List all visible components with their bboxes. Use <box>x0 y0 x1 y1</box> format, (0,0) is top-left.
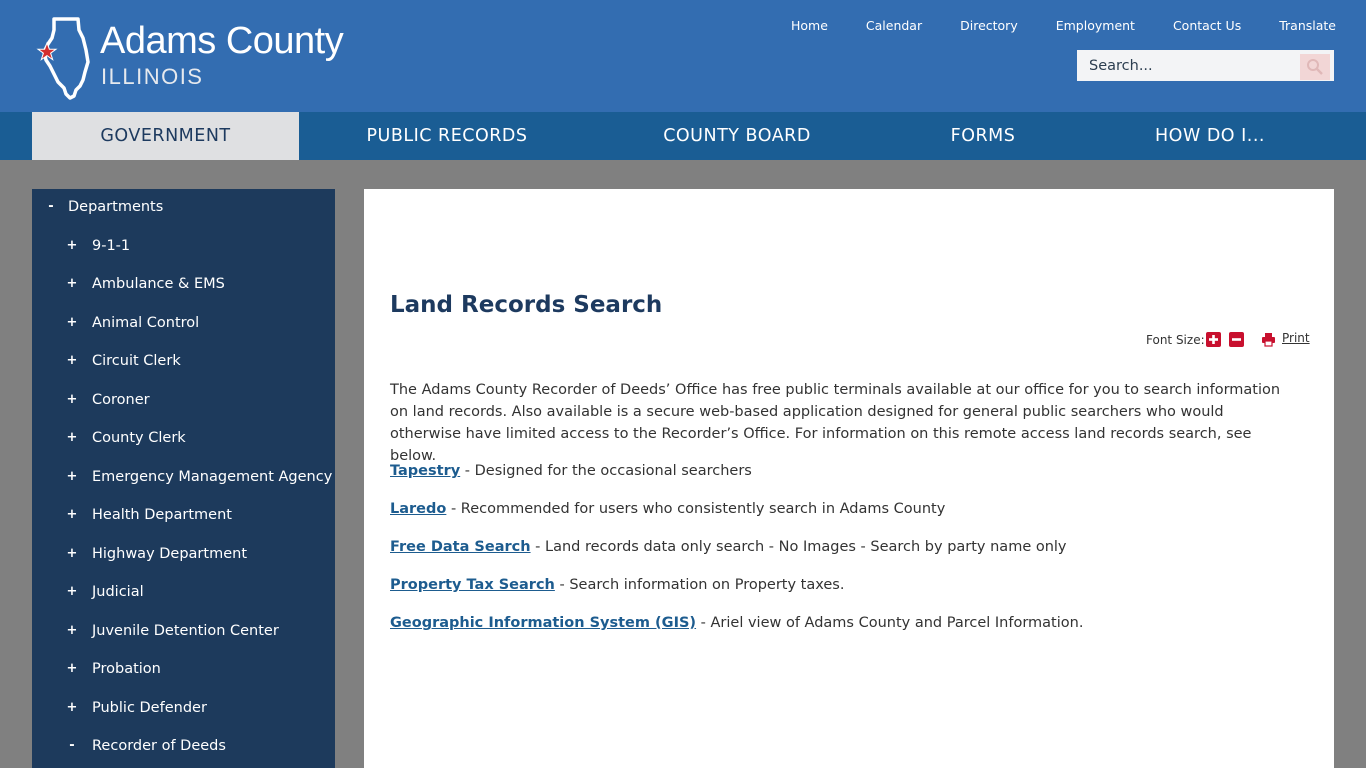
expand-icon[interactable]: + <box>66 430 78 445</box>
link-description: - Recommended for users who consistently search in Adams County <box>446 501 946 517</box>
list-item <box>390 501 945 517</box>
sidebar-item-label: Departments <box>68 199 164 215</box>
search-button[interactable] <box>1300 54 1330 80</box>
expand-icon[interactable]: + <box>66 237 78 253</box>
sidebar <box>32 189 335 768</box>
expand-icon[interactable]: + <box>66 622 78 638</box>
page-title: Land Records Search <box>390 292 663 318</box>
tapestry-link[interactable]: Tapestry <box>390 463 461 479</box>
sidebar-item-public-defender[interactable] <box>32 690 335 728</box>
sidebar-item-probation[interactable] <box>32 651 335 689</box>
sidebar-item-label: Health Department <box>92 507 232 523</box>
top-link-directory[interactable]: Directory <box>960 18 1018 33</box>
main-nav-how-do-i[interactable]: HOW DO I... <box>1155 126 1265 146</box>
top-link-calendar[interactable]: Calendar <box>865 18 923 33</box>
logo-title: Adams County <box>100 20 344 62</box>
expand-icon[interactable]: + <box>66 699 78 715</box>
expand-icon[interactable]: + <box>66 507 78 522</box>
sidebar-item-juvenile-detention[interactable] <box>32 613 335 651</box>
top-link-home[interactable]: Home <box>790 18 828 33</box>
logo-subtitle: ILLINOIS <box>101 64 204 89</box>
printer-icon[interactable] <box>1261 332 1276 347</box>
sidebar-item-label: Coroner <box>92 391 150 408</box>
sidebar-item-label: Juvenile Detention Center <box>92 622 279 639</box>
list-item <box>390 615 1083 631</box>
font-size-label: Font Size: <box>1146 333 1205 347</box>
expand-icon[interactable]: + <box>66 353 78 368</box>
expand-icon[interactable]: + <box>66 584 78 599</box>
intro-paragraph: The Adams County Recorder of Deeds’ Office has free public terminals available at our office for you to search information on land records. Also available is a secure web-based application designed for general public searchers who would otherwise have limited access to the Recorder’s Office. For information on this remote access land records search, see below. <box>390 382 1281 464</box>
sidebar-item-highway-department[interactable] <box>32 536 335 574</box>
search-box <box>1077 50 1334 81</box>
laredo-link[interactable]: Laredo <box>390 501 447 517</box>
sidebar-item-label: Judicial <box>92 584 144 600</box>
sidebar-item-health-department[interactable] <box>32 497 335 535</box>
free-data-search-link[interactable]: Free Data Search <box>390 539 531 555</box>
link-description: - Ariel view of Adams County and Parcel Information. <box>696 615 1084 631</box>
sidebar-item-label: Circuit Clerk <box>92 353 181 369</box>
sidebar-item-label: Probation <box>92 661 161 677</box>
sidebar-item-label: Highway Department <box>92 545 248 562</box>
sidebar-item-county-clerk[interactable] <box>32 420 335 458</box>
main-nav-public-records[interactable]: PUBLIC RECORDS <box>366 126 528 146</box>
expand-icon[interactable]: + <box>66 276 78 291</box>
sidebar-item-recorder-of-deeds[interactable] <box>32 728 335 766</box>
sidebar-item-departments[interactable] <box>32 189 335 227</box>
collapse-icon[interactable]: - <box>48 199 54 214</box>
font-increase-button[interactable] <box>1206 332 1221 347</box>
sidebar-item-label: Emergency Management Agency <box>92 468 333 485</box>
main-content <box>364 189 1334 768</box>
top-link-translate[interactable]: Translate <box>1279 18 1336 33</box>
expand-icon[interactable]: + <box>66 545 78 561</box>
expand-icon[interactable]: + <box>66 468 78 484</box>
search-input[interactable] <box>1077 50 1299 81</box>
collapse-icon[interactable]: - <box>69 738 75 753</box>
sidebar-item-label: 9-1-1 <box>92 237 131 254</box>
top-link-employment[interactable]: Employment <box>1055 18 1135 33</box>
sidebar-item-label: County Clerk <box>92 430 186 446</box>
top-link-contact-us[interactable]: Contact Us <box>1172 18 1242 33</box>
print-link[interactable]: Print <box>1282 331 1310 345</box>
top-nav <box>753 18 1336 36</box>
sidebar-item-label: Public Defender <box>92 699 207 716</box>
sidebar-item-emergency-management[interactable] <box>32 459 335 497</box>
site-header <box>0 0 1366 112</box>
main-nav-government[interactable]: GOVERNMENT <box>32 112 299 160</box>
sidebar-item-circuit-clerk[interactable] <box>32 343 335 381</box>
sidebar-item-animal-control[interactable] <box>32 305 335 343</box>
sidebar-item-911[interactable] <box>32 228 335 266</box>
main-nav-forms[interactable]: FORMS <box>950 126 1016 146</box>
search-icon <box>1306 58 1324 76</box>
main-nav <box>0 112 1366 160</box>
sidebar-item-coroner[interactable] <box>32 382 335 420</box>
list-item <box>390 539 1067 555</box>
sidebar-item-label: Ambulance & EMS <box>92 276 225 292</box>
link-description: - Search information on Property taxes. <box>554 577 845 593</box>
link-description: - Designed for the occasional searchers <box>460 463 752 479</box>
expand-icon[interactable]: + <box>66 661 78 676</box>
sidebar-item-ambulance-ems[interactable] <box>32 266 335 304</box>
font-decrease-button[interactable] <box>1229 332 1244 347</box>
expand-icon[interactable]: + <box>66 314 78 330</box>
illinois-state-icon <box>36 16 92 100</box>
property-tax-search-link[interactable]: Property Tax Search <box>390 577 555 593</box>
plus-icon <box>1206 332 1221 347</box>
sidebar-item-label: Animal Control <box>92 314 200 331</box>
main-nav-county-board[interactable]: COUNTY BOARD <box>663 126 811 146</box>
gis-link[interactable]: Geographic Information System (GIS) <box>390 615 697 631</box>
site-logo[interactable] <box>36 14 356 102</box>
list-item <box>390 463 752 479</box>
sidebar-item-judicial[interactable] <box>32 574 335 612</box>
expand-icon[interactable]: + <box>66 391 78 407</box>
link-description: - Land records data only search - No Images - Search by party name only <box>530 539 1067 555</box>
list-item <box>390 577 844 593</box>
sidebar-item-label: Recorder of Deeds <box>92 738 226 754</box>
minus-icon <box>1229 332 1244 347</box>
